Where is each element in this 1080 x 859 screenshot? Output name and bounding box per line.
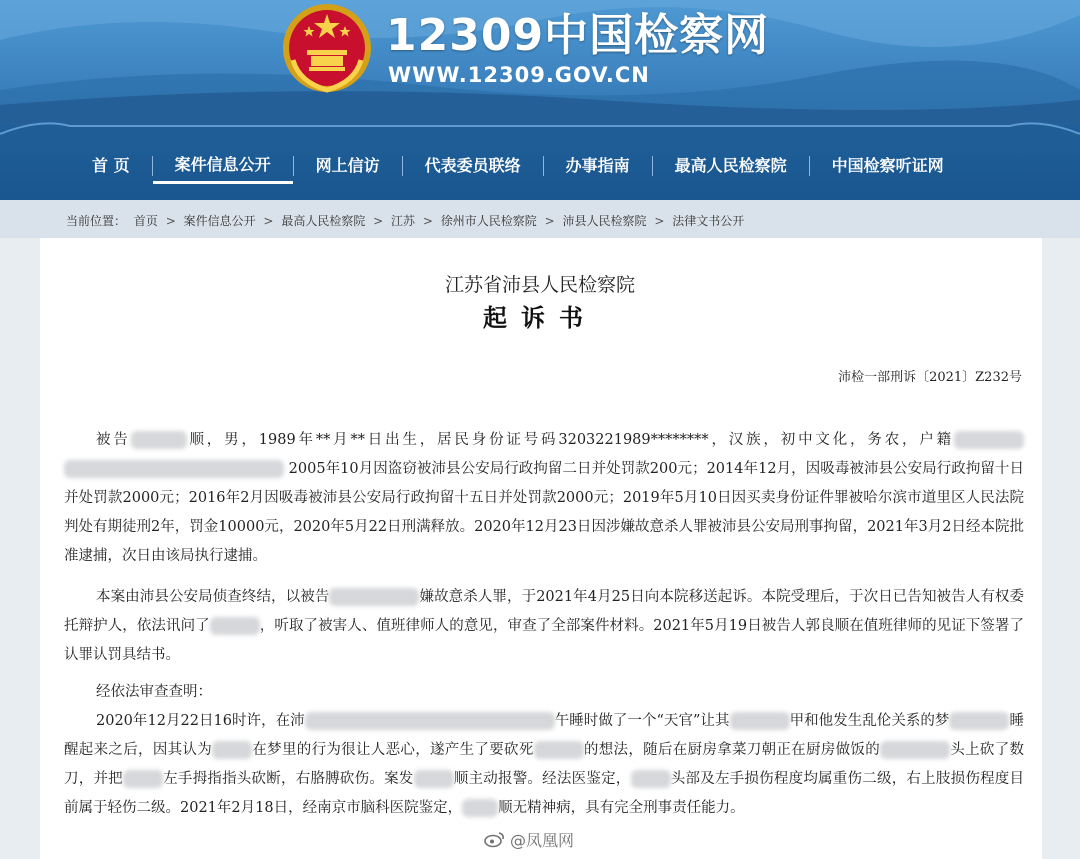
text: 2005年10月因盗窃被沛县公安局行政拘留二日并处罚款200元；2014年12月，因吸毒被沛县公安局行政拘留十日并处罚款2000元；2016年2月因吸毒被沛县公安局行政拘留十五日并处罚款2000元；2019年5月10日因买卖身份证件罪被哈尔滨市道里区人民法院判处有期徒刑2年，罚金10000元，2020年5月22日刑满释放。2020年12月23日因涉嫌故意杀人罪被沛县公安局刑事拘留，2021年3月2日经本院批准逮捕，次日由该局执行逮捕。: [64, 461, 1024, 564]
text: 本案由沛县公安局侦查终结，以被告: [96, 589, 330, 605]
redaction: [631, 770, 671, 788]
redaction: [210, 617, 260, 635]
text: 头部及左手损伤程度均属重伤二级，右上肢损伤程度目前属于轻伤二级。2021年2月18日，经南京市脑科医院鉴定，: [64, 771, 1025, 816]
breadcrumb: [66, 212, 748, 229]
redaction: [880, 741, 950, 759]
text: 的想法，随后在厨房拿菜刀朝正在厨房做饭的: [583, 742, 880, 758]
text: 顺，男，1989年**月**日出生，居民身份证号码3203221989********，汉族，初中文化，务农，户籍: [186, 432, 955, 448]
document-title: 起诉书: [483, 303, 597, 332]
text: ，听取了被害人、值班律师人的意见，审查了全部案件材料。2021年5月19日被告人郭良顺在值班律师的见证下签署了认罪认罚具结书。: [64, 618, 1025, 663]
text: 睡醒起来之后，因其认为: [64, 713, 1025, 758]
breadcrumb-separator: >: [165, 214, 176, 228]
breadcrumb-jiangsu[interactable]: 江苏: [391, 214, 416, 228]
breadcrumb-case-info[interactable]: 案件信息公开: [183, 214, 256, 228]
text: 2020年12月22日16时许，在沛: [96, 713, 305, 729]
text: 在梦里的行为很让人恶心，遂产生了要砍死: [252, 742, 534, 758]
redaction: [462, 799, 498, 817]
text: 头上砍了数刀，并把: [64, 742, 1025, 787]
document-organization: 江苏省沛县人民检察院: [444, 274, 635, 296]
nav-item-deputy-liaison[interactable]: 代表委员联络: [424, 156, 521, 175]
redaction: [64, 460, 284, 478]
national-emblem-icon: [279, 0, 375, 96]
watermark-text: @凤凰网: [510, 830, 575, 850]
text: 甲和他发生乱伦关系的梦: [789, 713, 950, 729]
nav-item-online-petition[interactable]: 网上信访: [315, 156, 380, 175]
text: 嫌故意杀人罪，于2021年4月25日向本院移送起诉。本院受理后，于次日已告知被告人有权委托辩护人，依法讯问了: [64, 589, 1024, 634]
breadcrumb-separator: >: [544, 214, 555, 228]
redaction: [949, 712, 1009, 730]
document-number: 沛检一部刑诉〔2021〕Z232号: [838, 370, 1022, 385]
text: 午睡时做了一个“天官”让其: [554, 713, 730, 729]
redaction: [305, 712, 555, 730]
redaction: [212, 741, 252, 759]
breadcrumb-supreme[interactable]: 最高人民检察院: [281, 214, 366, 228]
nav-item-hearing-network[interactable]: 中国检察听证网: [831, 156, 944, 175]
redaction: [954, 431, 1024, 449]
redaction: [329, 588, 419, 606]
nav-item-supreme-procuratorate[interactable]: 最高人民检察院: [674, 156, 787, 175]
nav-item-home[interactable]: 首 页: [92, 156, 130, 175]
breadcrumb-xuzhou[interactable]: 徐州市人民检察院: [440, 214, 537, 228]
nav-item-case-info[interactable]: 案件信息公开: [153, 149, 293, 184]
text: 顺无精神病，具有完全刑事责任能力。: [498, 800, 745, 816]
breadcrumb-separator: >: [422, 214, 433, 228]
breadcrumb-separator: >: [654, 214, 665, 228]
facts-paragraph: [64, 707, 1024, 823]
redaction: [414, 770, 454, 788]
breadcrumb-separator: >: [373, 214, 384, 228]
breadcrumb-prefix: 当前位置：: [66, 214, 127, 228]
breadcrumb-separator: >: [263, 214, 274, 228]
main-nav: [70, 146, 966, 186]
weibo-icon: [484, 830, 506, 848]
source-watermark: [484, 826, 574, 852]
site-url[interactable]: WWW.12309.GOV.CN: [388, 63, 650, 87]
site-header: [0, 0, 1080, 125]
redaction: [730, 712, 790, 730]
breadcrumb-legal-docs[interactable]: 法律文书公开: [672, 214, 745, 228]
review-heading: 经依法审查查明：: [96, 684, 212, 700]
case-transfer-paragraph: [64, 583, 1024, 670]
redaction: [131, 431, 187, 449]
site-name[interactable]: 12309中国检察网: [386, 10, 770, 61]
nav-item-service-guide[interactable]: 办事指南: [565, 156, 630, 175]
redaction: [123, 770, 163, 788]
breadcrumb-home[interactable]: 首页: [133, 214, 158, 228]
text: 被告: [96, 432, 131, 448]
defendant-paragraph: [64, 426, 1024, 571]
breadcrumb-peixian[interactable]: 沛县人民检察院: [562, 214, 647, 228]
text: 顺主动报警。经法医鉴定，: [453, 771, 631, 787]
text: 左手拇指指头砍断，右胳膊砍伤。案发: [162, 771, 414, 787]
redaction: [534, 741, 584, 759]
